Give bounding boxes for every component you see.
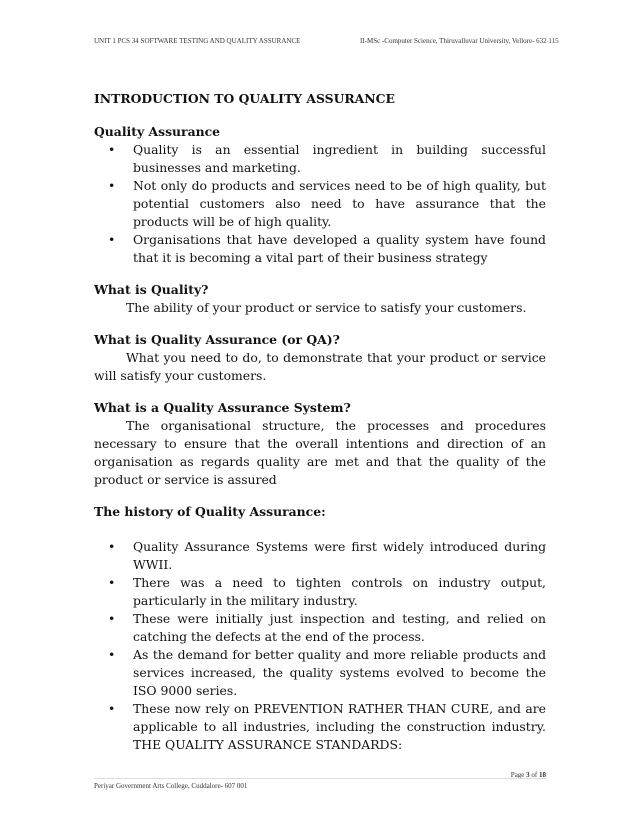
section-history — [94, 503, 546, 754]
page-prefix: Page — [510, 771, 527, 779]
list-item: • Organisations that have developed a quality system have found that it is becoming a vital part of their business strategy — [94, 231, 546, 267]
header-left: UNIT 1 PCS 34 SOFTWARE TESTING AND QUALITY ASSURANCE — [94, 37, 301, 45]
list-item: • As the demand for better quality and more reliable products and services increased, the quality systems evolved to become the ISO 9000 series. — [94, 646, 546, 700]
paragraph: The organisational structure, the processes and procedures necessary to ensure that the overall intentions and direction of an organisation as regards quality are met and that the quality of the product or service is assured — [94, 418, 546, 487]
section-what-is-qa — [94, 331, 546, 385]
list-item: • Not only do products and services need to be of high quality, but potential customers also need to have assurance that the products will be of high quality. — [94, 177, 546, 231]
bullet-list — [94, 538, 546, 754]
section-heading: What is Quality Assurance (or QA)? — [94, 332, 340, 347]
list-item: • There was a need to tighten controls on industry output, particularly in the military industry. — [94, 574, 546, 610]
list-item: • These now rely on PREVENTION RATHER THAN CURE, and are applicable to all industries, including the construction industry. THE QUALITY ASSURANCE STANDARDS: — [94, 700, 546, 754]
bullet-list — [94, 141, 546, 267]
list-item: • These were initially just inspection and testing, and relied on catching the defects at the end of the process. — [94, 610, 546, 646]
section-what-is-quality — [94, 281, 546, 317]
total-pages: 18 — [539, 771, 546, 779]
current-page: 3 — [526, 771, 530, 779]
paragraph: What you need to do, to demonstrate that your product or service will satisfy your customers. — [94, 350, 546, 383]
section-heading: What is a Quality Assurance System? — [94, 400, 351, 415]
page-of: of — [529, 771, 539, 779]
list-item: • Quality Assurance Systems were first widely introduced during WWII. — [94, 538, 546, 574]
paragraph: The ability of your product or service to satisfy your customers. — [126, 300, 527, 315]
section-heading: Quality Assurance — [94, 124, 221, 139]
section-heading: The history of Quality Assurance: — [94, 504, 326, 519]
page-title: INTRODUCTION TO QUALITY ASSURANCE — [94, 91, 395, 106]
section-quality-assurance — [94, 123, 546, 267]
section-heading: What is Quality? — [94, 282, 209, 297]
footer-college: Periyar Government Arts College, Cuddalore- 607 001 — [94, 782, 248, 790]
document-body — [94, 90, 546, 764]
section-what-is-qas — [94, 399, 546, 489]
footer-divider — [94, 778, 546, 779]
list-item: • Quality is an essential ingredient in building successful businesses and marketing. — [94, 141, 546, 177]
header-right: II-MSc -Computer Science, Thiruvalluvar University, Vellore- 632 115 — [360, 37, 559, 45]
